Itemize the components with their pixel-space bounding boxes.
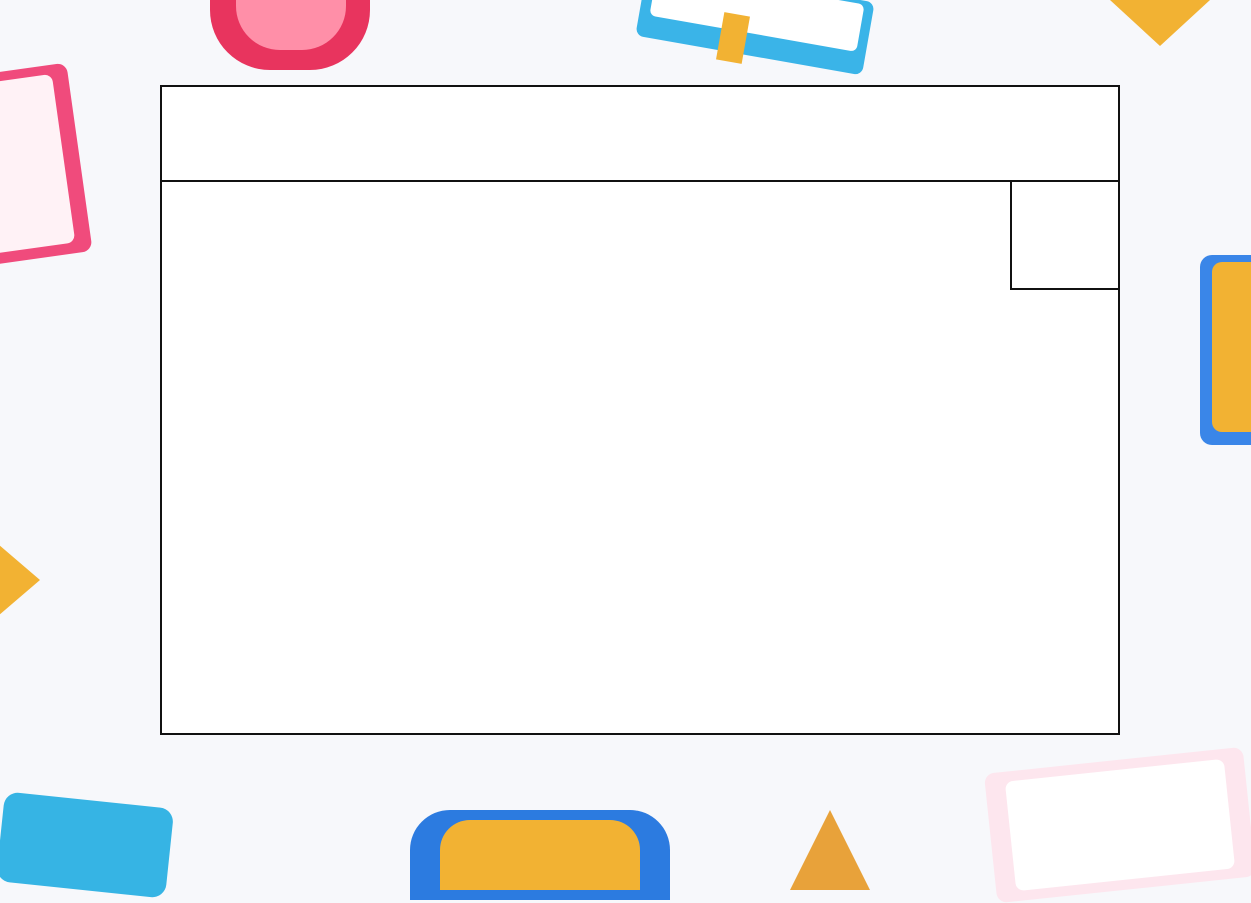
page-title: [162, 87, 1118, 182]
schedule-sheet: [160, 85, 1120, 735]
open-book-pages-decoration: [1005, 759, 1235, 891]
book-stack-decoration-2: [440, 820, 640, 890]
triangle-decoration-left: [0, 520, 40, 640]
book-decoration-right-2: [1212, 262, 1251, 432]
header-day: [1010, 180, 1118, 290]
triangle-ruler-decoration: [1110, 0, 1210, 46]
triangle-decoration-bottom: [790, 810, 870, 890]
